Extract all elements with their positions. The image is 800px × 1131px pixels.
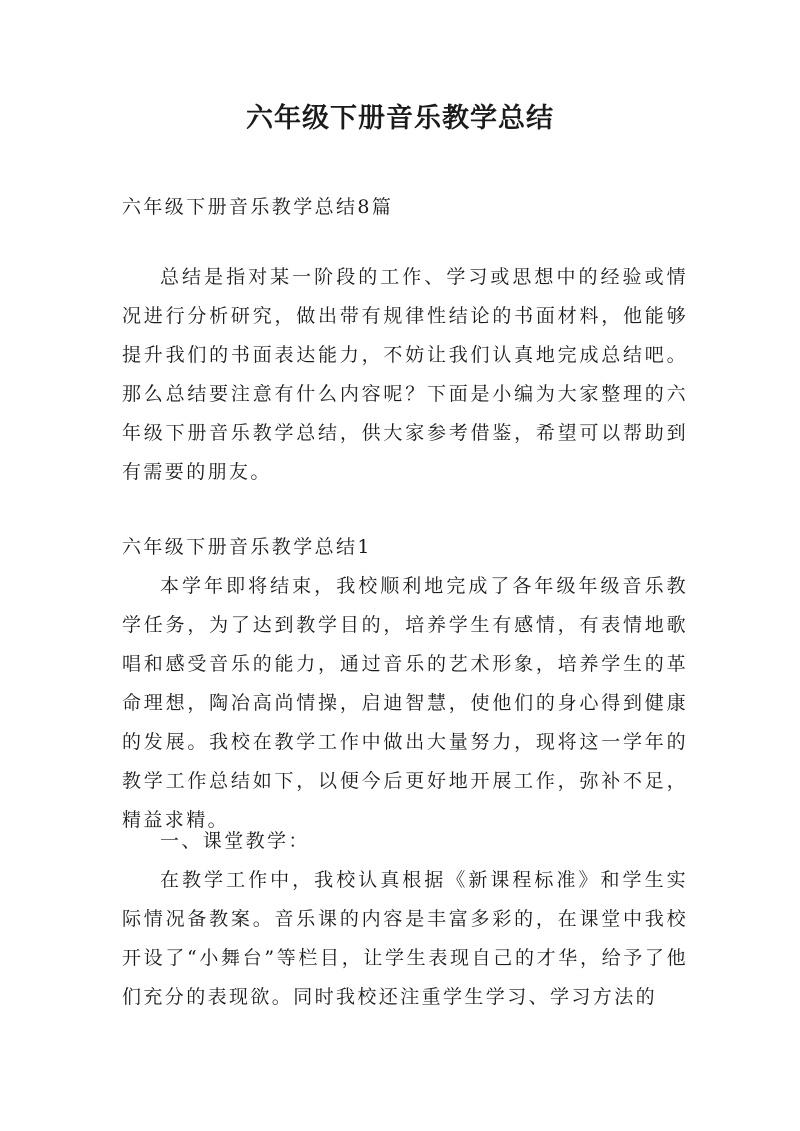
section-heading: 六年级下册音乐教学总结1 (122, 536, 372, 558)
sub-heading: 一、课堂教学： (160, 830, 310, 852)
intro-paragraph: 总结是指对某一阶段的工作、学习或思想中的经验或情况进行分析研究，做出带有规律性结论的书面材料，他能够提升我们的书面表达能力，不妨让我们认真地完成总结吧。那么总结要注意有什么内容呢？下面是小编为大家整理的六年级下册音乐教学总结，供大家参考借鉴，希望可以帮助到有需要的朋友。 (122, 266, 688, 483)
page-title: 六年级下册音乐教学总结 (246, 103, 554, 134)
section-paragraph: 在教学工作中，我校认真根据《新课程标准》和学生实际情况备教案。音乐课的内容是丰富多彩的，在课堂中我校开设了“小舞台”等栏目，让学生表现自己的才华，给予了他们充分的表现欲。同时我校还注重学生学习、学习方法的 (122, 869, 688, 1008)
section-paragraph: 本学年即将结束，我校顺利地完成了各年级年级音乐教学任务，为了达到教学目的，培养学生有感情，有表情地歌唱和感受音乐的能力，通过音乐的艺术形象，培养学生的革命理想，陶冶高尚情操，启迪智慧，使他们的身心得到健康的发展。我校在教学工作中做出大量努力，现将这一学年的教学工作总结如下，以便今后更好地开展工作，弥补不足，精益求精。 (122, 575, 688, 831)
document-subtitle: 六年级下册音乐教学总结8篇 (122, 196, 394, 218)
